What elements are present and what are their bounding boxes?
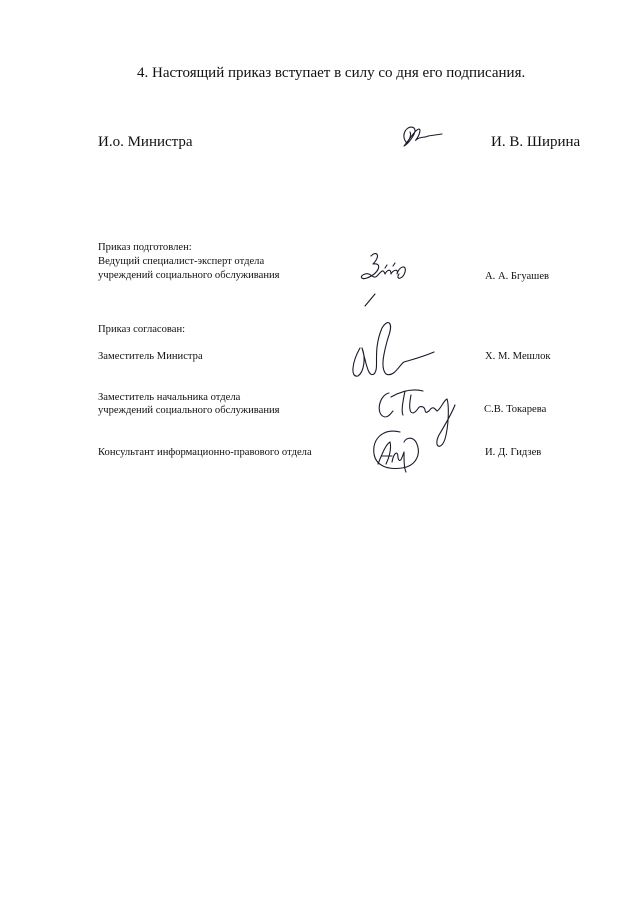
agreed-heading: Приказ согласован: (98, 324, 186, 335)
signature-shirina (398, 122, 448, 154)
signature-gidzev (370, 428, 425, 473)
prepared-position-line: Ведущий специалист-эксперт отдела (98, 256, 265, 267)
signature-meshlok (350, 318, 440, 383)
agreed-name: И. Д. Гидзев (485, 447, 542, 458)
main-signatory-name: И. В. Ширина (491, 134, 581, 150)
agreed-position-line: Консультант информационно-правового отдела (98, 447, 312, 458)
prepared-heading: Приказ подготовлен: (98, 242, 192, 253)
agreed-position-line: Заместитель Министра (98, 351, 203, 362)
prepared-position-line: учреждений социального обслуживания (98, 270, 280, 281)
agreed-position-line: Заместитель начальника отдела (98, 392, 241, 403)
agreed-name: Х. М. Мешлок (485, 351, 551, 362)
main-signatory-position: И.о. Министра (98, 134, 193, 150)
agreed-name: С.В. Токарева (484, 404, 547, 415)
clause-text: 4. Настоящий приказ вступает в силу со дня его подписания. (137, 65, 526, 81)
signature-bguashev (355, 250, 415, 315)
agreed-position-line: учреждений социального обслуживания (98, 405, 280, 416)
prepared-name: А. А. Бгуашев (485, 271, 550, 282)
